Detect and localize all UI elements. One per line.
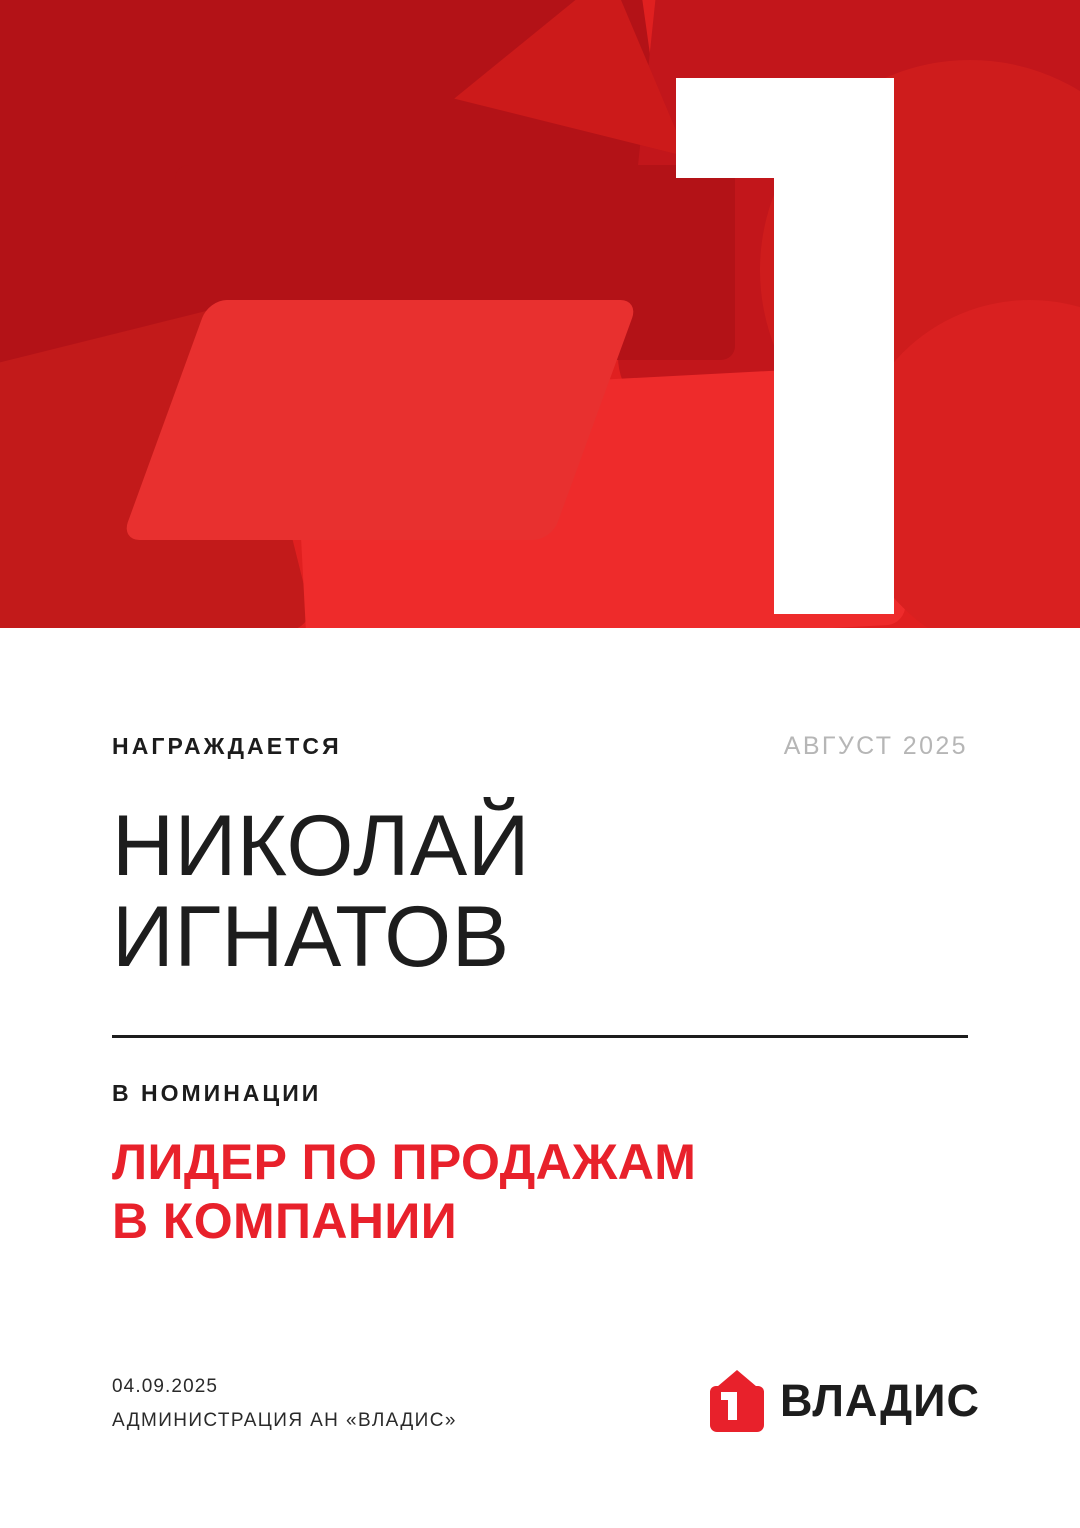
nomination-label: В НОМИНАЦИИ <box>112 1080 322 1107</box>
rank-numeral-one <box>676 78 894 614</box>
certificate-footer <box>112 1370 980 1432</box>
brand-logo <box>710 1370 980 1432</box>
section-divider <box>112 1035 968 1038</box>
recipient-name-line-1: НИКОЛАЙ <box>112 798 531 894</box>
house-one-logo-icon <box>710 1370 764 1432</box>
numeral-one-stem <box>774 78 894 614</box>
footer-signature-block <box>112 1376 457 1432</box>
recipient-name <box>112 798 968 986</box>
logo-house-shape <box>710 1386 764 1432</box>
nomination-title-line-2: В КОМПАНИИ <box>112 1192 458 1249</box>
logo-numeral-stem <box>728 1392 737 1420</box>
issue-date: 04.09.2025 <box>112 1376 219 1397</box>
brand-name: ВЛАДИС <box>779 1375 980 1426</box>
awarded-label: НАГРАЖДАЕТСЯ <box>112 733 342 759</box>
recipient-name-line-2: ИГНАТОВ <box>112 889 510 986</box>
nomination-title-line-1: ЛИДЕР ПО ПРОДАЖАМ <box>112 1134 697 1191</box>
banner-shape-arrow-diagonal <box>121 300 638 540</box>
nomination-title <box>112 1133 968 1250</box>
header-row <box>112 732 968 761</box>
award-period: АВГУСТ 2025 <box>783 732 968 760</box>
issuer-name: АДМИНИСТРАЦИЯ АН «ВЛАДИС» <box>112 1410 457 1431</box>
decorative-banner <box>0 0 1080 628</box>
